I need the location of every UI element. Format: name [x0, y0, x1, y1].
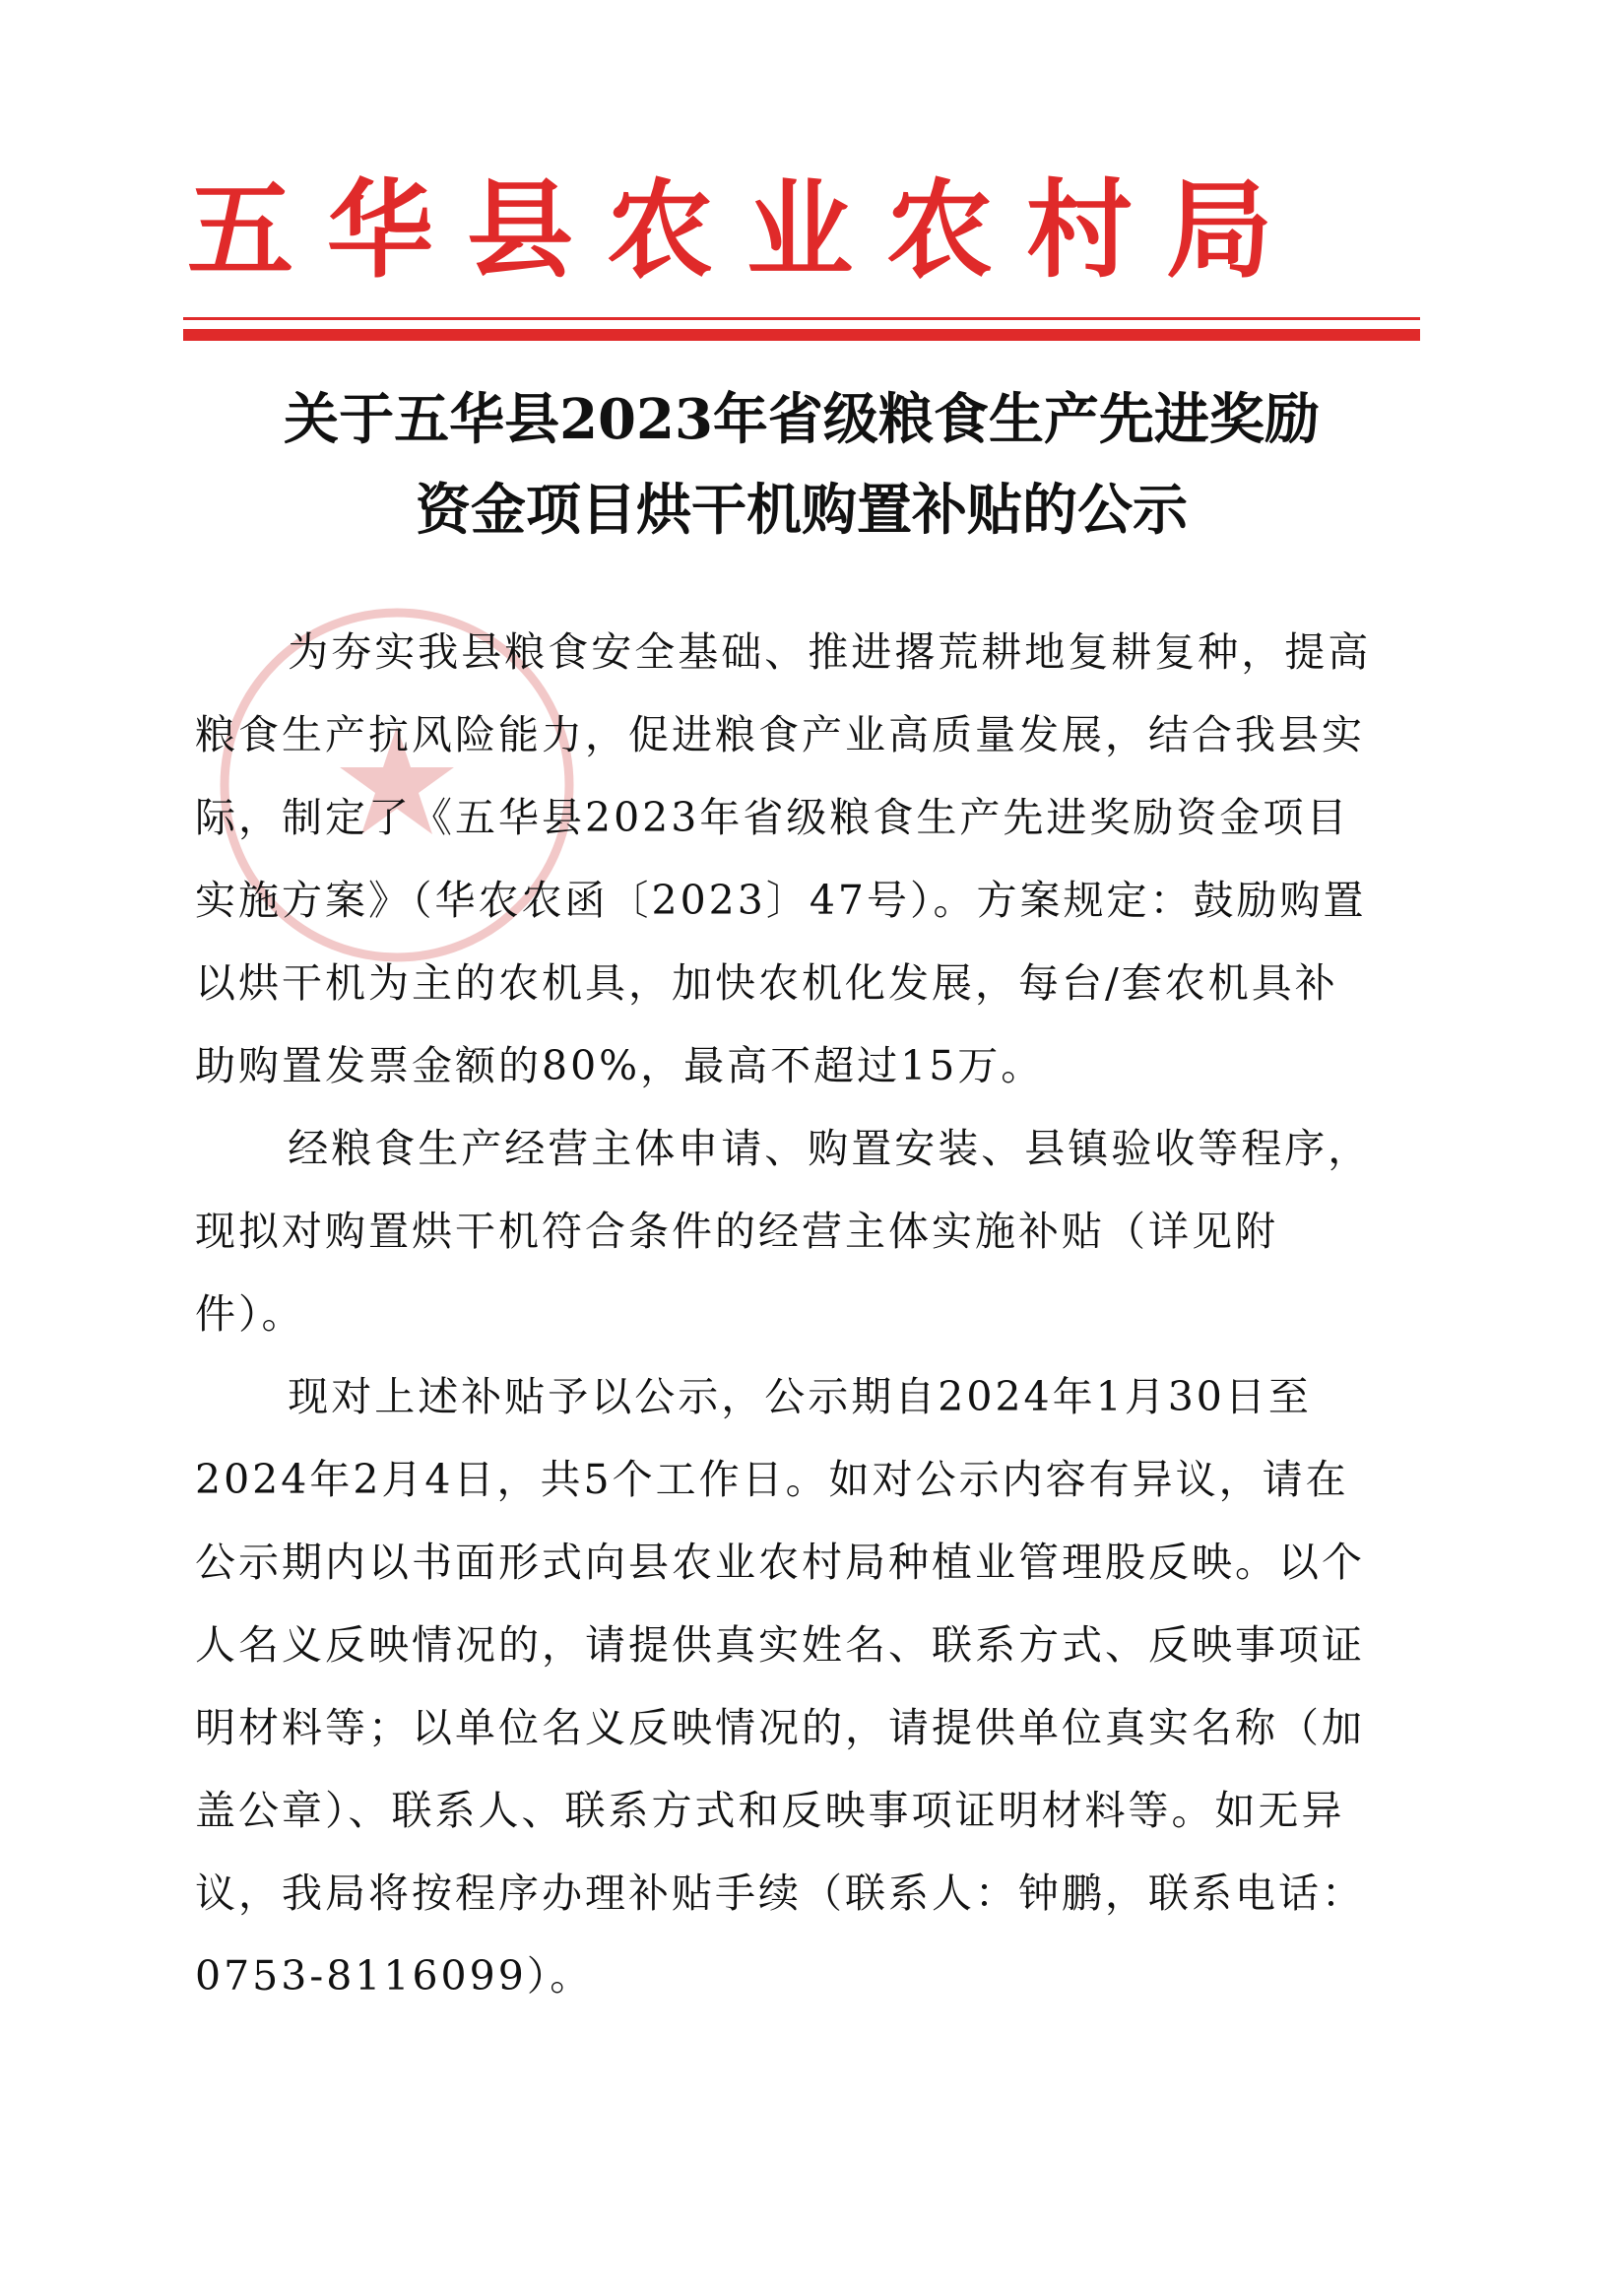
- document-title: [183, 374, 1420, 556]
- header-divider-thick: [183, 329, 1420, 341]
- agency-header-title: 五华县农业农村局: [187, 169, 1307, 293]
- document-title-line-2: 资金项目烘干机购置补贴的公示: [416, 478, 1188, 543]
- header-divider-thin: [183, 317, 1420, 320]
- body-paragraph-1: 为夯实我县粮食安全基础、推进撂荒耕地复耕复种，提高粮食生产抗风险能力，促进粮食产业高质量发展，结合我县实际，制定了《五华县2023年省级粮食生产先进奖励资金项目实施方案》（华农农函〔2023〕47号）。方案规定：鼓励购置以烘干机为主的农机具，加快农机化发展，每台/套农机具补助购置发票金额的80%，最高不超过15万。: [195, 628, 1372, 1089]
- body-paragraph-3: 现对上述补贴予以公示，公示期自2024年1月30日至2024年2月4日，共5个工作日。如对公示内容有异议，请在公示期内以书面形式向县农业农村局种植业管理股反映。以个人名义反映情况的，请提供真实姓名、联系方式、反映事项证明材料等；以单位名义反映情况的，请提供单位真实名称（加盖公章）、联系人、联系方式和反映事项证明材料等。如无异议，我局将按程序办理补贴手续（联系人：钟鹏，联系电话：0753-8116099）。: [195, 1373, 1365, 2000]
- document-title-line-1: 关于五华县2023年省级粮食生产先进奖励: [284, 387, 1320, 452]
- body-paragraph-2: 经粮食生产经营主体申请、购置安装、县镇验收等程序，现拟对购置烘干机符合条件的经营主体实施补贴（详见附件）。: [195, 1125, 1372, 1338]
- document-body: [195, 611, 1373, 2017]
